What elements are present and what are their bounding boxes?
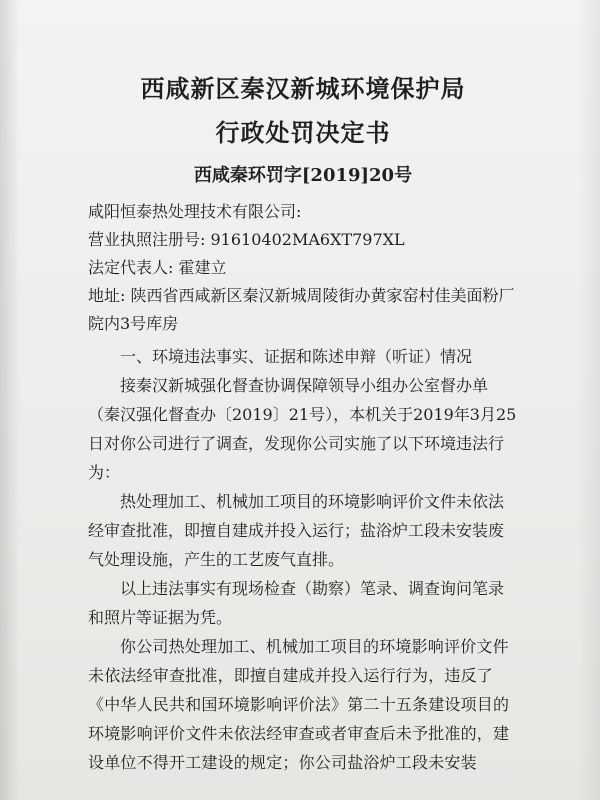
legal-representative-name: 霍建立: [178, 258, 227, 277]
recipient-line: [88, 198, 518, 226]
section-1-heading: 一、环境违法事实、证据和陈述申辩（听证）情况: [120, 347, 473, 366]
license-number: 91610402MA6XT797XL: [210, 230, 405, 249]
party-information: [88, 198, 518, 338]
paragraph-4: 你公司热处理加工、机械加工项目的环境影响评价文件未依法经审查批准，即擅自建成并投入运行行为，违反了《中华人民共和国环境影响评价法》第二十五条建设项目的环境影响评价文件未依法经审查或者审查后未予批准的，建设单位不得开工建设的规定；你公司盐浴炉工段未安装: [88, 637, 510, 772]
paragraph-2: 热处理加工、机械加工项目的环境影响评价文件未依法经审查批准，即擅自建成并投入运行；盐浴炉工段未安装废气处理设施，产生的工艺废气直排。: [88, 492, 505, 569]
paragraph-1: 接秦汉新城强化督查协调保障领导小组办公室督办单（秦汉强化督查办〔2019〕21号），本机关于2019年3月25日对你公司进行了调查，发现你公司实施了以下环境违法行为：: [88, 376, 517, 482]
recipient-name: 咸阳恒泰热处理技术有限公司:: [88, 202, 302, 221]
license-line: [88, 226, 518, 254]
address-value: 陕西省西咸新区秦汉新城周陵街办黄家窑村佳美面粉厂院内3号库房: [88, 286, 515, 333]
license-label: 营业执照注册号:: [88, 230, 206, 249]
address-line: [88, 282, 518, 338]
page-shadow-right: [578, 0, 600, 800]
address-label: 地址:: [88, 286, 126, 305]
paragraph-3: 以上违法事实有现场检查（勘察）笔录、调查询问笔录和照片等证据为凭。: [88, 579, 505, 627]
legal-representative-label: 法定代表人:: [88, 258, 174, 277]
title-line-1: 西咸新区秦汉新城环境保护局: [140, 75, 466, 103]
title-line-2: 行政处罚决定书: [215, 119, 391, 147]
page-shadow-left: [0, 0, 20, 800]
legal-representative-line: [88, 254, 518, 282]
document-body: [88, 342, 518, 777]
document-content: [88, 72, 518, 777]
document-number: 西咸秦环罚字[2019]20号: [193, 165, 413, 186]
